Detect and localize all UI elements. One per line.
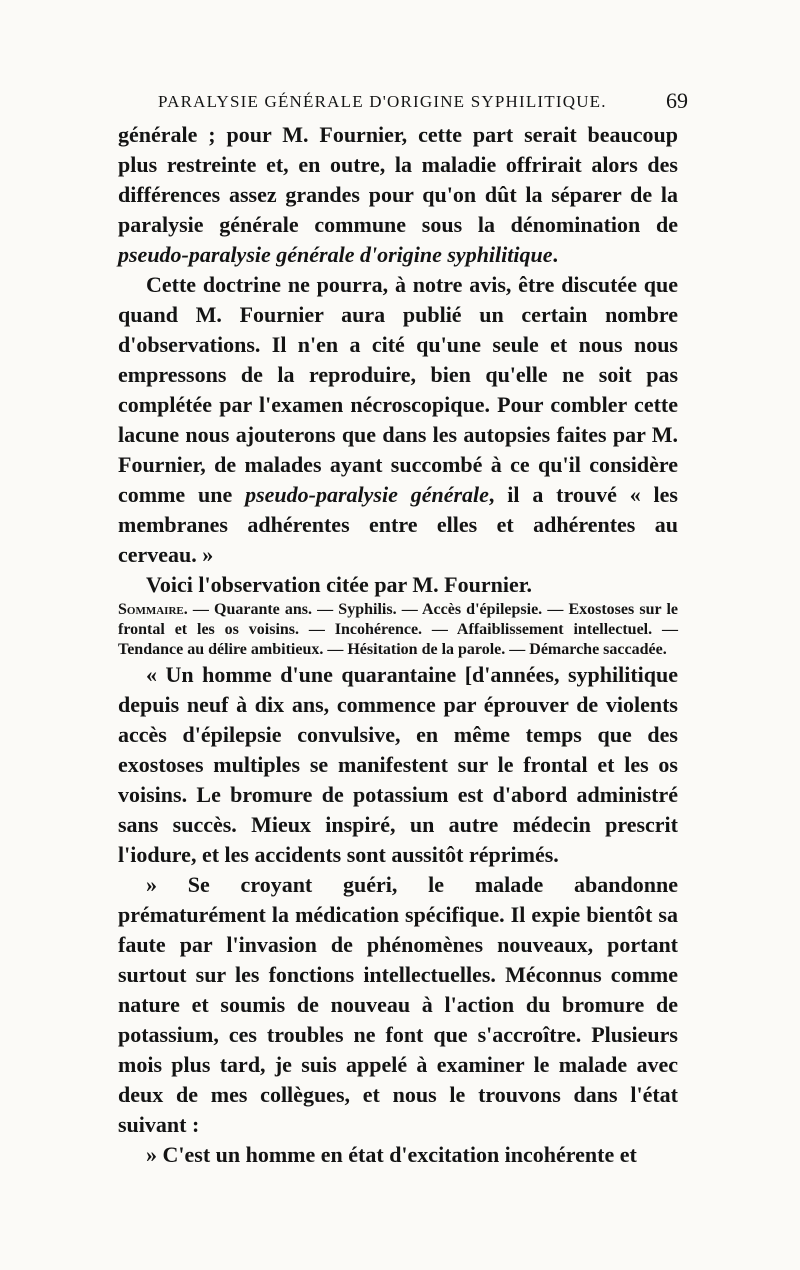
paragraph-case-1: « Un homme d'une quarantaine [d'années, syphilitique depuis neuf à dix ans, commence par éprouver de violents accès d'épilepsie convulsive, en même temps que des exostoses multiples se manifestent sur le frontal et les os voisins. Le bromure de potassium est d'abord administré sans succès. Mieux inspiré, un autre médecin prescrit l'iodure, et les accidents sont aussitôt réprimés. [118, 662, 678, 867]
italic-term: pseudo-paralysie générale [245, 482, 489, 507]
paragraph-case-3: » C'est un homme en état d'excitation incohérente et [146, 1142, 637, 1167]
paragraph-observation-intro: Voici l'observation citée par M. Fournier. [146, 572, 532, 597]
summary-text: — Quarante ans. — Syphilis. — Accès d'épilepsie. — Exostoses sur le frontal et les os voisins. — Incohérence. — Affaiblissement intellectuel. — Tendance au délire ambitieux. — Hésitation de la parole. — Démarche saccadée. [118, 601, 678, 658]
summary-block [118, 600, 678, 660]
summary-label: Sommaire. [118, 601, 188, 618]
paragraph-doctrine [118, 270, 678, 570]
italic-term: pseudo-paralysie générale d'origine syphilitique [118, 242, 553, 267]
body-text [118, 120, 678, 1170]
text-span: générale ; pour M. Fournier, cette part serait beaucoup plus restreinte et, en outre, la maladie offrirait alors des différences assez grandes pour qu'on dût la séparer de la paralysie générale commune sous la dénomination de [118, 122, 678, 237]
running-header [158, 88, 688, 113]
page-number: 69 [666, 88, 688, 113]
running-title: PARALYSIE GÉNÉRALE D'ORIGINE SYPHILITIQUE. [158, 92, 607, 111]
paragraph-continuation [118, 120, 678, 270]
text-span: Cette doctrine ne pourra, à notre avis, être discutée que quand M. Fournier aura publié un certain nombre d'observations. Il n'en a cité qu'une seule et nous nous empressons de la reproduire, bien qu'elle ne soit pas complétée par l'examen nécroscopique. Pour combler cette lacune nous ajouterons que dans les autopsies faites par M. Fournier, de malades ayant succombé à ce qu'il considère comme une [118, 272, 678, 507]
text-span: , il a trouvé « les membranes adhérentes entre elles et adhérentes au cerveau. » [118, 482, 678, 567]
text-span: . [552, 242, 558, 267]
paragraph-case-2: » Se croyant guéri, le malade abandonne prématurément la médication spécifique. Il expie bientôt sa faute par l'invasion de phénomènes nouveaux, portant surtout sur les fonctions intellectuelles. Méconnus comme nature et soumis de nouveau à l'action du bromure de potassium, ces troubles ne font que s'accroître. Plusieurs mois plus tard, je suis appelé à examiner le malade avec deux de mes collègues, et nous le trouvons dans l'état suivant : [118, 872, 678, 1137]
